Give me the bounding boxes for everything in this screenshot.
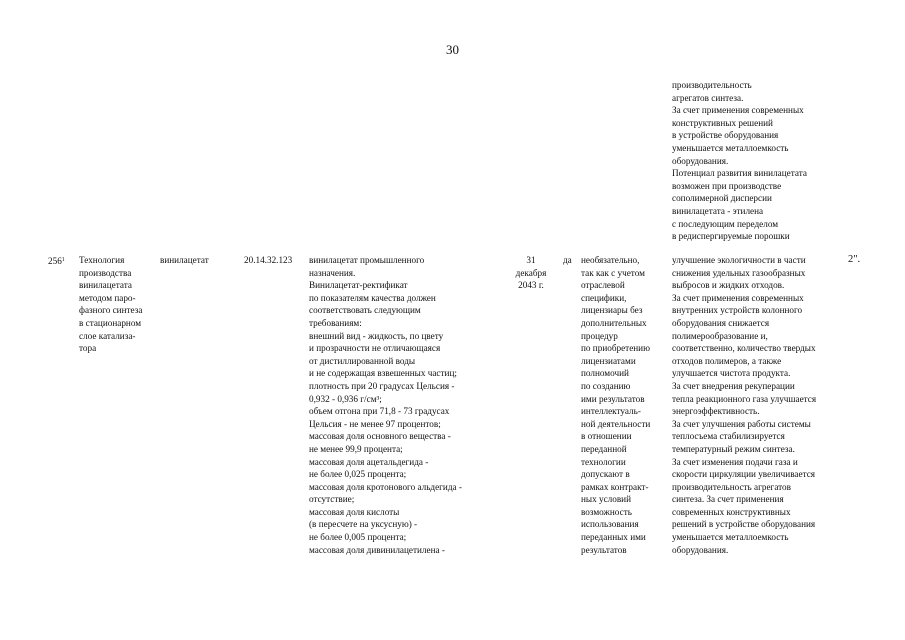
text-line: массовая доля кротонового альдегида - bbox=[309, 481, 462, 492]
text-line: отраслевой bbox=[581, 280, 625, 291]
text-line: Цельсия - не менее 97 процентов; bbox=[309, 418, 441, 429]
text-line: снижения удельных газообразных bbox=[672, 267, 806, 278]
text-line: технологии bbox=[581, 456, 626, 467]
text-line: результатов bbox=[581, 544, 627, 555]
text-line: переданной bbox=[581, 443, 627, 454]
text-line: оборудования. bbox=[672, 155, 729, 166]
text-line: 31 bbox=[526, 255, 536, 265]
text-line: агрегатов синтеза. bbox=[672, 92, 744, 103]
text-line: 0,932 - 0,936 г/см³; bbox=[309, 393, 382, 404]
text-line: допускают в bbox=[581, 469, 630, 480]
text-line: по созданию bbox=[581, 380, 631, 391]
text-line: назначения. bbox=[309, 267, 356, 278]
product-cell: винилацетат bbox=[160, 255, 209, 265]
text-line: Потенциал развития винилацетата bbox=[672, 168, 807, 179]
license-cell bbox=[581, 254, 650, 556]
text-line: выбросов и жидких отходов. bbox=[672, 280, 785, 291]
text-line: фазного синтеза bbox=[79, 305, 143, 316]
text-line: соответствовать следующим bbox=[309, 305, 421, 316]
text-line: оборудования снижается bbox=[672, 317, 770, 328]
text-line: За счет изменения подачи газа и bbox=[672, 456, 798, 467]
text-line: За счет применения современных bbox=[672, 105, 804, 116]
text-line: отсутствие; bbox=[309, 494, 355, 505]
text-line: За счет улучшения работы системы bbox=[672, 418, 811, 429]
text-line: массовая доля кислоты bbox=[309, 506, 400, 517]
text-line: теплосъема стабилизируется bbox=[672, 431, 785, 442]
text-line: конструктивных решений bbox=[672, 117, 773, 128]
row-number-value: 256 bbox=[48, 256, 62, 266]
text-line: переданных ими bbox=[581, 532, 646, 543]
row-number-superscript: 1 bbox=[61, 257, 65, 263]
text-line: использования bbox=[581, 519, 639, 530]
text-line: возможен при производстве bbox=[672, 180, 782, 191]
text-line: по показателям качества должен bbox=[309, 292, 436, 303]
text-line: объем отгона при 71,8 - 73 градусах bbox=[309, 406, 450, 417]
text-line: современных конструктивных bbox=[672, 506, 791, 517]
text-line: производительность агрегатов bbox=[672, 481, 791, 492]
text-line: оборудования. bbox=[672, 544, 729, 555]
text-line: синтеза. За счет применения bbox=[672, 494, 784, 505]
text-line: (в пересчете на уксусную) - bbox=[309, 519, 418, 530]
text-line: Винилацетат-ректификат bbox=[309, 280, 408, 291]
advantages-cell bbox=[672, 254, 816, 556]
text-line: с последующим переделом bbox=[672, 218, 779, 229]
text-line: и не содержащая взвешенных частиц; bbox=[309, 368, 457, 379]
text-line: ной деятельности bbox=[581, 418, 651, 429]
text-line: ных условий bbox=[581, 494, 632, 505]
requirements-cell bbox=[309, 254, 462, 556]
text-line: соответственно, количество твердых bbox=[672, 343, 816, 354]
text-line: тепла реакционного газа улучшается bbox=[672, 393, 817, 404]
row-number bbox=[48, 254, 65, 268]
text-line: не более 0,005 процента; bbox=[309, 532, 407, 543]
text-line: За счет внедрения рекуперации bbox=[672, 380, 795, 391]
text-line: требованиям: bbox=[309, 317, 362, 328]
flag-cell: да bbox=[563, 255, 572, 265]
text-line: винилацетата bbox=[79, 280, 132, 291]
code-cell: 20.14.32.123 bbox=[244, 255, 293, 265]
text-line: улучшение экологичности в части bbox=[672, 255, 806, 265]
text-line: массовая доля ацетальдегида - bbox=[309, 456, 429, 467]
text-line: сополимерной дисперсии bbox=[672, 193, 772, 204]
text-line: отходов полимеров, а также bbox=[672, 355, 782, 366]
text-line: в устройстве оборудования bbox=[672, 130, 779, 141]
text-line: производства bbox=[79, 267, 132, 278]
text-line: лицензиатами bbox=[581, 355, 636, 366]
text-line: энергоэффективность. bbox=[672, 406, 760, 417]
text-line: винилацетат промышленного bbox=[309, 255, 425, 265]
text-line: методом паро- bbox=[79, 292, 136, 303]
text-line: массовая доля дивинилацетилена - bbox=[309, 544, 445, 555]
text-line: возможность bbox=[581, 506, 632, 517]
date-cell bbox=[508, 254, 554, 292]
text-line: так как с учетом bbox=[581, 267, 645, 278]
text-line: температурный режим синтеза. bbox=[672, 443, 795, 454]
text-line: тора bbox=[79, 343, 97, 354]
text-line: процедур bbox=[581, 330, 618, 341]
text-line: улучшается чистота продукта. bbox=[672, 368, 791, 379]
top-notes-column bbox=[672, 79, 807, 243]
text-line: от дистиллированной воды bbox=[309, 355, 416, 366]
text-line: Технология bbox=[79, 255, 125, 265]
text-line: плотность при 20 градусах Цельсия - bbox=[309, 380, 455, 391]
technology-name-cell bbox=[79, 254, 142, 355]
text-line: в отношении bbox=[581, 431, 632, 442]
text-line: внешний вид - жидкость, по цвету bbox=[309, 330, 444, 341]
text-line: специфики, bbox=[581, 292, 627, 303]
text-line: уменьшается металлоемкость bbox=[672, 142, 789, 153]
text-line: полномочий bbox=[581, 368, 629, 379]
text-line: внутренних устройств колонного bbox=[672, 305, 803, 316]
text-line: слое катализа- bbox=[79, 330, 136, 341]
text-line: не более 0,025 процента; bbox=[309, 469, 407, 480]
text-line: декабря bbox=[515, 267, 547, 278]
text-line: дополнительных bbox=[581, 317, 647, 328]
closing-mark: 2". bbox=[848, 254, 861, 265]
text-line: решений в устройстве оборудования bbox=[672, 519, 816, 530]
text-line: производительность bbox=[672, 80, 752, 90]
text-line: необязательно, bbox=[581, 255, 640, 265]
text-line: не менее 99,9 процента; bbox=[309, 443, 403, 454]
text-line: винилацетата - этилена bbox=[672, 205, 764, 216]
text-line: интеллектуаль- bbox=[581, 406, 641, 417]
text-line: полимерообразование и, bbox=[672, 330, 768, 341]
text-line: За счет применения современных bbox=[672, 292, 804, 303]
text-line: массовая доля основного вещества - bbox=[309, 431, 451, 442]
text-line: скорости циркуляции увеличивается bbox=[672, 469, 815, 480]
text-line: в стационарном bbox=[79, 317, 142, 328]
text-line: рамках контракт- bbox=[581, 481, 649, 492]
text-line: 2043 г. bbox=[518, 280, 544, 291]
text-line: лицензиары без bbox=[581, 305, 643, 316]
text-line: в редиспергируемые порошки bbox=[672, 231, 790, 242]
page-number: 30 bbox=[446, 42, 459, 57]
text-line: и прозрачности не отличающаяся bbox=[309, 343, 441, 354]
text-line: уменьшается металлоемкость bbox=[672, 532, 789, 543]
text-line: ими результатов bbox=[581, 393, 645, 404]
text-line: по приобретению bbox=[581, 343, 650, 354]
